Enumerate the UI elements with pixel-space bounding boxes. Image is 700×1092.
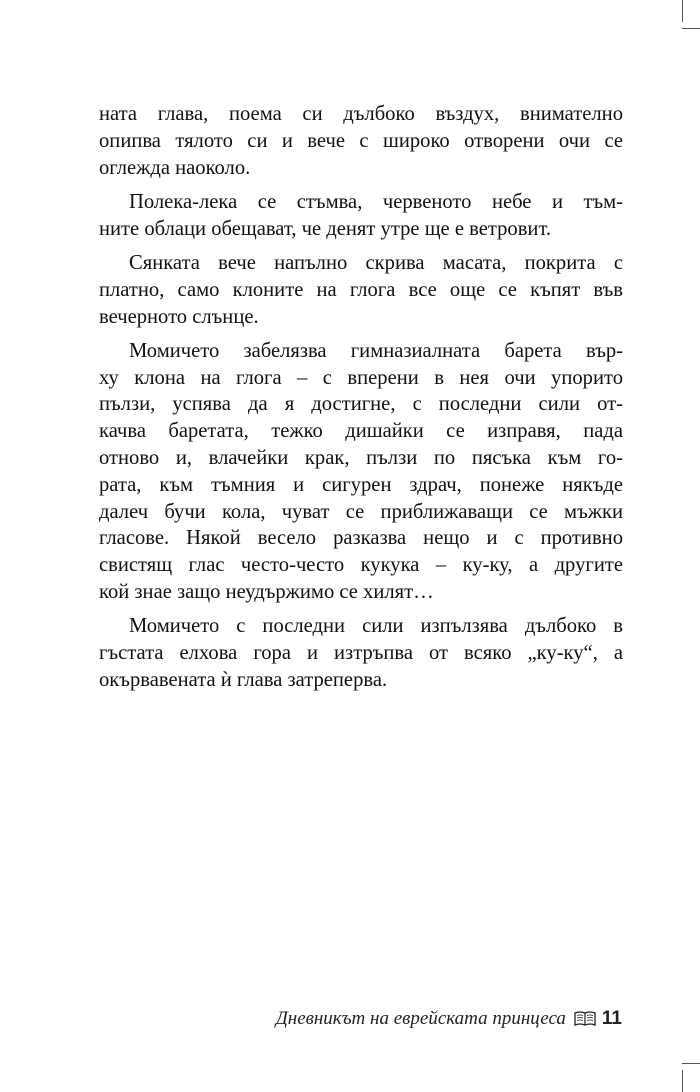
body-text bbox=[99, 101, 623, 701]
text-line: рата, към тъмния и сигурен здрач, понеже някъде bbox=[99, 473, 623, 496]
paragraph bbox=[99, 250, 623, 330]
text-line: вечерното слънце. bbox=[99, 305, 259, 328]
page-number: 11 bbox=[601, 1008, 622, 1029]
text-line: свистящ глас често-често кукука – ку-ку, а другите bbox=[99, 554, 623, 577]
text-line: опипва тялото си и вече с широко отворени очи се bbox=[99, 129, 623, 152]
paragraph bbox=[99, 613, 623, 693]
text-line: кой знае защо неудържимо се хилят… bbox=[99, 581, 434, 604]
text-line: оглежда наоколо. bbox=[99, 156, 251, 179]
text-line: Сянката вече напълно скрива масата, покрита с bbox=[129, 251, 623, 274]
text-line: платно, само клоните на глога все още се къпят във bbox=[99, 278, 623, 301]
text-line: Полека-лека се стъмва, червеното небе и тъм- bbox=[129, 190, 623, 213]
text-line: ните облаци обещават, че денят утре ще е ветровит. bbox=[99, 217, 552, 240]
paragraph bbox=[99, 189, 623, 243]
text-line: ната глава, поема си дълбоко въздух, внимателно bbox=[99, 103, 623, 125]
open-book-icon bbox=[574, 1011, 596, 1027]
crop-mark-bottom-vertical bbox=[682, 1070, 683, 1092]
paragraph bbox=[99, 101, 623, 181]
text-line: ху клона на глога – с вперени в нея очи упорито bbox=[99, 366, 623, 389]
text-line: отново и, влачейки крак, пълзи по пясъка към го- bbox=[99, 447, 623, 470]
text-line: Момичето с последни сили изпълзява дълбоко в bbox=[129, 615, 623, 638]
page-footer bbox=[276, 1008, 622, 1030]
crop-mark-bottom-horizontal bbox=[682, 1063, 700, 1064]
text-line: далеч бучи кола, чуват се приближаващи се мъжки bbox=[99, 500, 623, 523]
paragraph bbox=[99, 338, 623, 606]
crop-mark-top-vertical bbox=[682, 0, 683, 22]
running-title: Дневникът на еврейската принцеса bbox=[275, 1008, 566, 1029]
text-line: гъстата елхова гора и изтръпва от всяко „ку-ку“, а bbox=[99, 642, 623, 665]
text-line: гласове. Някой весело разказва нещо и с противно bbox=[99, 527, 623, 550]
text-line: пълзи, успява да я достигне, с последни сили от- bbox=[99, 393, 623, 416]
text-line: окървавената ѝ глава затреперва. bbox=[99, 668, 388, 691]
text-line: качва баретата, тежко дишайки се изправя, пада bbox=[99, 420, 623, 443]
text-line: Момичето забелязва гимназиалната барета вър- bbox=[129, 339, 623, 362]
crop-mark-top-horizontal bbox=[682, 28, 700, 29]
